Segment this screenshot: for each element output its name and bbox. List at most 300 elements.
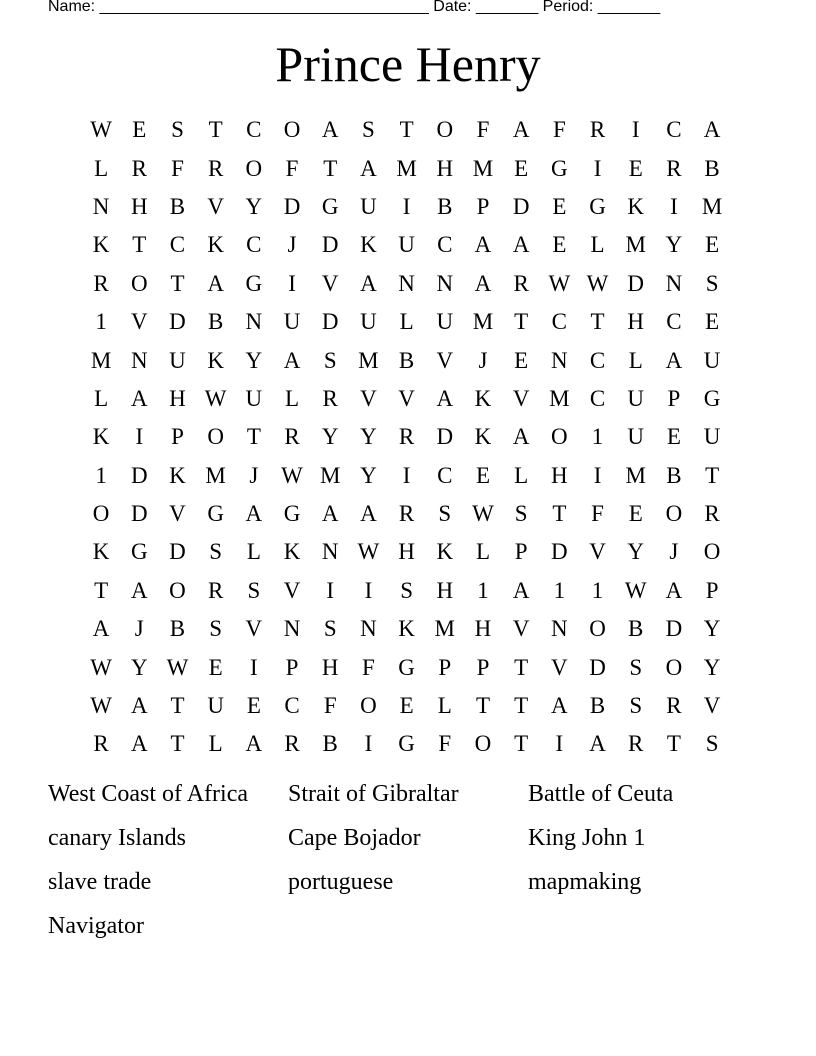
grid-letter: D [321,232,339,258]
grid-letter: A [283,347,301,373]
word-bank-item: canary Islands [48,825,186,851]
grid-letter: F [476,117,490,143]
grid-letter: K [92,232,110,258]
grid-letter: R [704,501,720,527]
grid-letter: B [666,462,682,488]
word-bank-item: King John 1 [528,825,646,851]
grid-letter: U [436,309,454,335]
grid-letter: K [207,232,224,258]
grid-letter: O [665,654,683,680]
grid-letter: U [169,347,186,373]
grid-letter: Y [665,232,683,258]
grid-row [82,149,731,187]
grid-letter: W [624,577,647,603]
grid-row [82,725,731,763]
grid-letter: V [436,347,454,373]
grid-row [82,380,731,418]
grid-letter: R [513,270,529,296]
grid-letter: V [245,616,263,642]
grid-letter: D [627,270,645,296]
grid-letter: U [703,347,721,373]
grid-letter: O [207,424,224,450]
grid-letter: N [551,616,568,642]
grid-letter: M [205,462,226,488]
grid-row [82,418,731,456]
grid-letter: E [552,232,567,258]
grid-letter: A [551,693,568,719]
grid-letter: D [283,193,301,219]
grid-letter: A [436,385,454,411]
grid-letter: A [512,232,530,258]
grid-row [82,648,731,686]
grid-letter: Y [627,539,645,565]
grid-letter: P [514,539,528,565]
grid-letter: O [169,577,186,603]
grid-row [82,341,731,379]
grid-letter: I [670,193,678,219]
grid-letter: H [169,385,186,411]
grid-letter: O [589,616,606,642]
grid-letter: B [169,193,186,219]
grid-letter: V [169,501,186,527]
grid-letter: T [590,309,605,335]
grid-letter: S [705,731,719,757]
grid-letter: B [398,347,415,373]
grid-letter: K [436,539,454,565]
grid-letter: J [669,539,679,565]
grid-letter: A [512,424,530,450]
grid-letter: A [703,117,721,143]
grid-letter: W [586,270,609,296]
grid-letter: G [589,193,606,219]
grid-letter: E [246,693,261,719]
grid-letter: G [207,501,224,527]
grid-letter: C [246,117,262,143]
grid-letter: H [398,539,415,565]
grid-letter: L [590,232,605,258]
word-bank-item: Navigator [48,913,144,939]
grid-letter: A [207,270,224,296]
grid-letter: I [402,462,411,488]
grid-letter: D [589,654,606,680]
grid-letter: O [92,501,110,527]
grid-letter: E [666,424,681,450]
grid-letter: M [625,462,646,488]
grid-letter: M [319,462,341,488]
grid-letter: W [90,117,112,143]
grid-letter: L [285,385,300,411]
grid-letter: N [245,309,263,335]
grid-letter: L [628,347,643,373]
grid-letter: E [552,193,567,219]
grid-letter: A [474,232,492,258]
grid-letter: R [284,731,300,757]
grid-letter: P [438,654,452,680]
grid-letter: M [358,347,379,373]
grid-letter: R [207,577,224,603]
grid-letter: Y [360,462,377,488]
word-bank-item: portuguese [288,869,394,895]
grid-letter: A [321,117,339,143]
grid-letter: M [434,616,455,642]
grid-letter: B [322,731,338,757]
grid-letter: S [629,654,643,680]
grid-letter: H [551,462,568,488]
grid-letter: R [589,117,606,143]
grid-letter: F [285,155,299,181]
grid-letter: P [667,385,681,411]
grid-letter: T [94,577,109,603]
grid-letter: O [551,424,568,450]
grid-letter: P [285,654,299,680]
grid-letter: R [398,424,415,450]
grid-letter: A [321,501,339,527]
grid-letter: A [665,577,683,603]
grid-letter: W [90,654,112,680]
grid-letter: A [512,117,530,143]
grid-letter: A [360,270,377,296]
grid-letter: K [92,539,110,565]
grid-letter: R [666,155,682,181]
grid-letter: D [130,462,148,488]
grid-letter: P [476,193,490,219]
grid-letter: V [283,577,301,603]
grid-letter: V [321,270,339,296]
grid-letter: H [130,193,148,219]
grid-letter: N [665,270,683,296]
grid-letter: W [90,693,112,719]
grid-letter: U [207,693,224,719]
student-info-header: Name: _____________________________________ Date: _______ Period: _______ [48,0,661,15]
grid-letter: A [360,155,377,181]
grid-letter: C [589,385,606,411]
grid-letter: T [208,117,223,143]
grid-letter: R [628,731,644,757]
grid-letter: 1 [95,309,107,335]
word-search-grid [82,111,731,764]
grid-letter: N [436,270,454,296]
grid-letter: V [207,193,224,219]
grid-letter: A [130,385,148,411]
grid-letter: M [472,155,494,181]
grid-letter: K [207,347,224,373]
grid-letter: P [705,577,719,603]
grid-letter: 1 [591,577,604,603]
grid-letter: B [207,309,224,335]
grid-letter: 1 [553,577,566,603]
grid-letter: K [474,424,492,450]
grid-letter: P [476,654,490,680]
grid-letter: V [589,539,606,565]
grid-letter: B [589,693,606,719]
grid-letter: C [551,309,568,335]
grid-letter: D [130,501,148,527]
page-title: Prince Henry [275,36,541,92]
grid-letter: G [321,193,339,219]
grid-letter: A [245,731,263,757]
grid-letter: K [169,462,186,488]
grid-letter: A [130,693,148,719]
grid-letter: B [628,616,644,642]
grid-row [82,495,731,533]
grid-letter: R [93,270,109,296]
grid-letter: P [171,424,184,450]
grid-letter: D [321,309,339,335]
grid-letter: J [478,347,488,373]
grid-letter: B [169,616,186,642]
grid-letter: I [402,193,411,219]
grid-letter: G [398,654,415,680]
grid-letter: C [169,232,186,258]
grid-row [82,111,731,149]
grid-letter: O [283,117,301,143]
grid-letter: T [170,731,185,757]
grid-letter: E [208,654,223,680]
grid-letter: D [436,424,454,450]
grid-letter: Y [321,424,339,450]
grid-letter: M [396,155,417,181]
grid-letter: J [134,616,144,642]
grid-letter: T [323,155,338,181]
grid-letter: Y [703,654,721,680]
grid-letter: B [437,193,453,219]
grid-letter: A [512,577,530,603]
grid-letter: C [437,232,453,258]
grid-letter: E [628,501,643,527]
word-bank-item: Battle of Ceuta [528,781,674,807]
grid-letter: S [171,117,184,143]
grid-letter: W [472,501,494,527]
grid-letter: V [512,385,530,411]
grid-letter: F [323,693,337,719]
grid-row [82,457,731,495]
grid-letter: T [475,693,490,719]
grid-row [82,265,731,303]
grid-letter: M [625,232,646,258]
grid-letter: S [705,270,719,296]
grid-letter: D [665,616,683,642]
grid-letter: S [209,616,223,642]
grid-letter: R [398,501,415,527]
grid-letter: C [284,693,300,719]
grid-letter: R [284,424,300,450]
grid-letter: W [357,539,380,565]
grid-letter: H [436,577,454,603]
grid-letter: Y [245,347,263,373]
grid-letter: A [92,616,110,642]
grid-letter: M [472,309,494,335]
grid-letter: K [627,193,645,219]
grid-letter: A [245,501,263,527]
grid-letter: 1 [95,462,107,488]
grid-letter: A [130,731,148,757]
grid-letter: Y [703,616,721,642]
word-bank-item: mapmaking [528,869,642,895]
grid-row [82,188,731,226]
grid-row [82,226,731,264]
grid-letter: T [514,731,529,757]
grid-letter: G [283,501,301,527]
grid-letter: E [705,309,720,335]
grid-letter: V [360,385,377,411]
grid-letter: T [170,693,185,719]
grid-letter: D [512,193,530,219]
grid-letter: S [438,501,452,527]
grid-letter: B [704,155,720,181]
grid-letter: I [288,270,296,296]
grid-letter: F [552,117,566,143]
grid-letter: T [132,232,147,258]
grid-letter: E [514,155,529,181]
grid-letter: Y [245,193,263,219]
grid-letter: O [474,731,492,757]
grid-letter: T [246,424,261,450]
grid-letter: V [130,309,148,335]
grid-letter: S [629,693,643,719]
grid-letter: G [703,385,721,411]
grid-letter: H [436,155,454,181]
grid-letter: R [322,385,338,411]
grid-letter: I [364,731,373,757]
grid-letter: U [245,385,263,411]
grid-letter: O [245,155,263,181]
grid-row [82,610,731,648]
grid-letter: K [360,232,377,258]
grid-letter: G [551,155,568,181]
grid-letter: F [591,501,604,527]
grid-letter: C [589,347,606,373]
grid-letter: D [551,539,568,565]
grid-letter: F [438,731,452,757]
grid-letter: 1 [477,577,489,603]
grid-letter: A [589,731,606,757]
grid-letter: I [135,424,144,450]
grid-letter: O [360,693,377,719]
grid-letter: E [514,347,529,373]
grid-letter: L [208,731,223,757]
grid-letter: O [130,270,148,296]
grid-letter: A [130,577,148,603]
grid-row [82,303,731,341]
grid-letter: V [512,616,530,642]
grid-letter: C [437,462,453,488]
grid-letter: A [474,270,492,296]
grid-letter: D [169,309,186,335]
word-bank-item: slave trade [48,869,152,895]
grid-letter: T [666,731,681,757]
grid-letter: Y [130,654,148,680]
grid-letter: L [246,539,261,565]
grid-letter: U [360,309,377,335]
grid-letter: R [93,731,109,757]
word-bank-item: West Coast of Africa [48,781,249,807]
grid-letter: E [628,155,643,181]
grid-letter: W [548,270,571,296]
grid-letter: I [364,577,373,603]
grid-letter: V [551,654,568,680]
grid-letter: S [209,539,223,565]
grid-letter: C [666,117,682,143]
grid-letter: K [283,539,301,565]
grid-letter: R [131,155,147,181]
grid-letter: M [549,385,570,411]
grid-letter: V [703,693,721,719]
grid-letter: I [593,462,602,488]
grid-letter: S [323,616,337,642]
grid-letter: R [666,693,682,719]
grid-letter: L [94,385,109,411]
grid-letter: T [705,462,720,488]
grid-letter: L [399,309,414,335]
grid-letter: G [398,731,415,757]
grid-letter: L [437,693,452,719]
grid-letter: H [627,309,645,335]
grid-letter: G [130,539,148,565]
grid-letter: L [514,462,529,488]
grid-letter: I [250,654,258,680]
grid-letter: U [703,424,721,450]
grid-letter: S [323,347,337,373]
grid-letter: N [398,270,415,296]
grid-letter: A [665,347,683,373]
word-bank-item: Strait of Gibraltar [288,781,459,807]
grid-letter: L [475,539,490,565]
grid-letter: I [326,577,335,603]
grid-letter: F [171,155,184,181]
grid-letter: T [514,654,529,680]
grid-letter: Y [360,424,377,450]
grid-letter: U [283,309,301,335]
grid-letter: S [247,577,261,603]
grid-letter: J [249,462,259,488]
grid-letter: G [245,270,263,296]
grid-letter: V [398,385,415,411]
grid-letter: N [360,616,377,642]
grid-letter: I [555,731,564,757]
grid-letter: U [627,424,645,450]
word-bank [48,779,768,942]
grid-letter: S [400,577,413,603]
grid-letter: T [552,501,567,527]
grid-letter: N [551,347,568,373]
grid-letter: C [246,232,262,258]
grid-letter: K [474,385,492,411]
grid-letter: I [593,155,602,181]
grid-letter: H [474,616,492,642]
grid-letter: U [360,193,377,219]
grid-letter: O [665,501,683,527]
grid-letter: E [705,232,720,258]
grid-letter: S [362,117,375,143]
grid-letter: E [132,117,147,143]
grid-letter: N [92,193,110,219]
grid-letter: W [204,385,227,411]
grid-letter: H [321,654,339,680]
grid-letter: A [360,501,377,527]
grid-letter: O [436,117,454,143]
grid-letter: W [281,462,303,488]
grid-letter: C [666,309,682,335]
grid-letter: T [514,693,529,719]
grid-letter: L [94,155,109,181]
grid-letter: 1 [591,424,604,450]
grid-letter: E [475,462,490,488]
grid-letter: K [398,616,415,642]
word-bank-item: Cape Bojador [288,825,421,851]
grid-letter: M [701,193,723,219]
grid-row [82,572,731,610]
grid-letter: O [703,539,721,565]
